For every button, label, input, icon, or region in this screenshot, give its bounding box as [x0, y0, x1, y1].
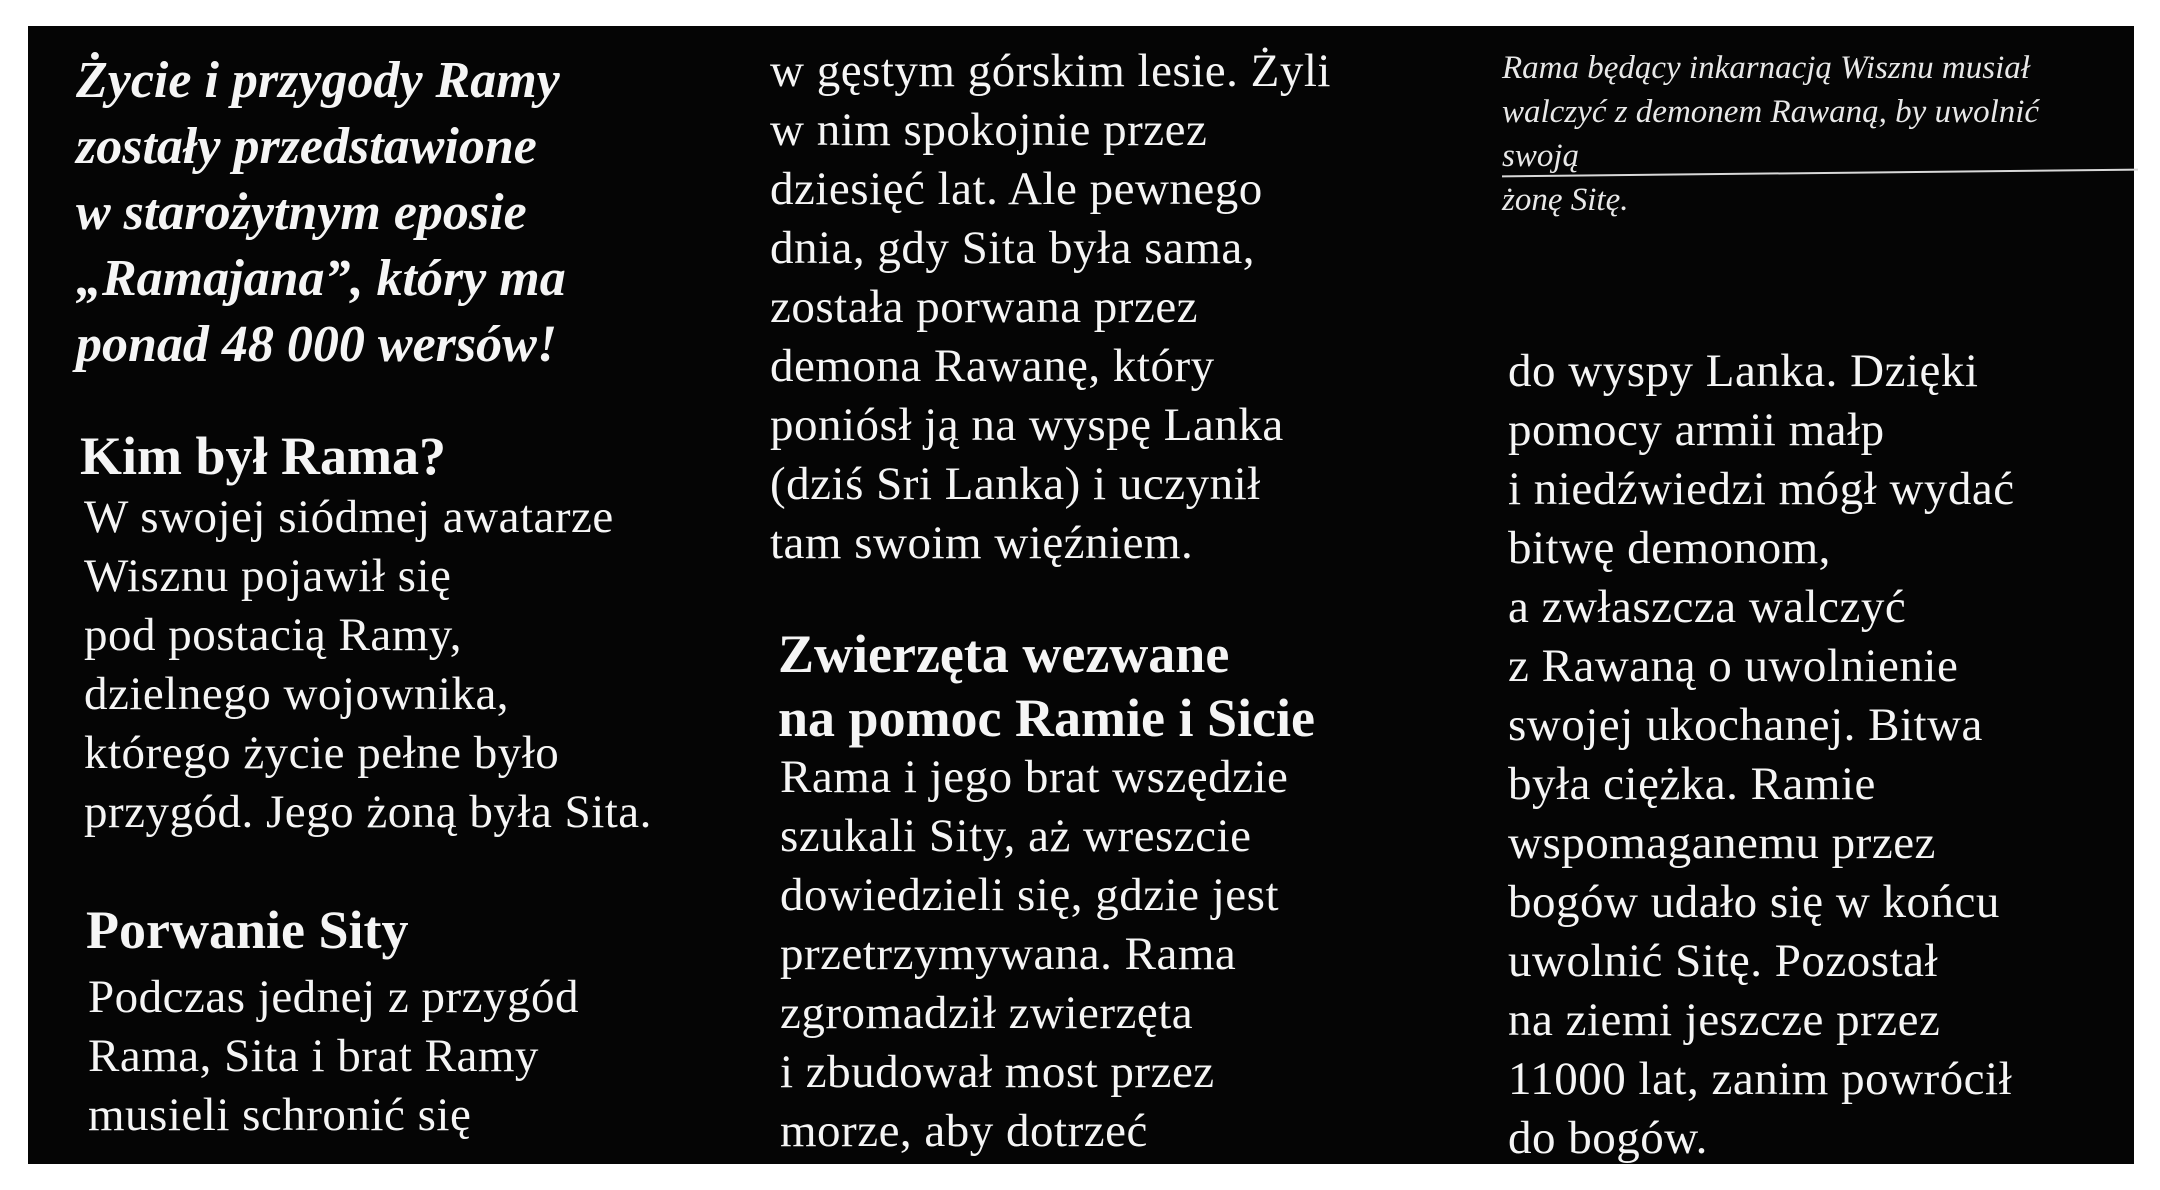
column-left [48, 26, 748, 1164]
section-body-animals-continued: do wyspy Lanka. Dzięki pomocy armii małp i niedźwiedzi mógł wydać bitwę demonom, a zwłaszcza walczyć z Rawaną o uwolnienie swojej ukochanej. Bitwa była ciężka. Ramie wspomaganemu przez bogów udało się w końcu uwolnić Sitę. Pozostał na ziemi jeszcze przez 11000 lat, zanim powrócił do bogów. [1508, 345, 2015, 1164]
column-middle [758, 26, 1488, 1164]
image-caption: Rama będący inkarnacją Wisznu musiał walczyć z demonem Rawaną, by uwolnić swoją żonę Sitę. [1502, 50, 2040, 218]
column-right [1478, 26, 2128, 1164]
section-body-animals-start: Rama i jego brat wszędzie szukali Sity, aż wreszcie dowiedzieli się, gdzie jest przetrzymywana. Rama zgromadził zwierzęta i zbudował most przez morze, aby dotrzeć [780, 751, 1289, 1157]
section-heading-animals: Zwierzęta wezwane na pomoc Ramie i Sicie [778, 624, 1315, 748]
intro-text: Życie i przygody Ramy zostały przedstawione w starożytnym eposie „Ramajana”, który ma ponad 48 000 wersów! [76, 52, 566, 373]
section-body-who-was-rama: W swojej siódmej awatarze Wisznu pojawił się pod postacią Ramy, dzielnego wojownika, którego życie pełne było przygód. Jego żoną była Sita. [84, 491, 652, 838]
section-heading-kidnapping: Porwanie Sity [86, 900, 409, 960]
section-heading-who-was-rama: Kim był Rama? [80, 426, 447, 486]
section-body-kidnapping-start: Podczas jednej z przygód Rama, Sita i brat Ramy musieli schronić się [88, 971, 579, 1141]
article-panel [28, 26, 2134, 1164]
section-body-kidnapping-continued: w gęstym górskim lesie. Żyli w nim spokojnie przez dziesięć lat. Ale pewnego dnia, gdy Sita była sama, została porwana przez demona Rawanę, który poniósł ją na wyspę Lanka (dziś Sri Lanka) i uczynił tam swoim więźniem. [770, 45, 1331, 569]
